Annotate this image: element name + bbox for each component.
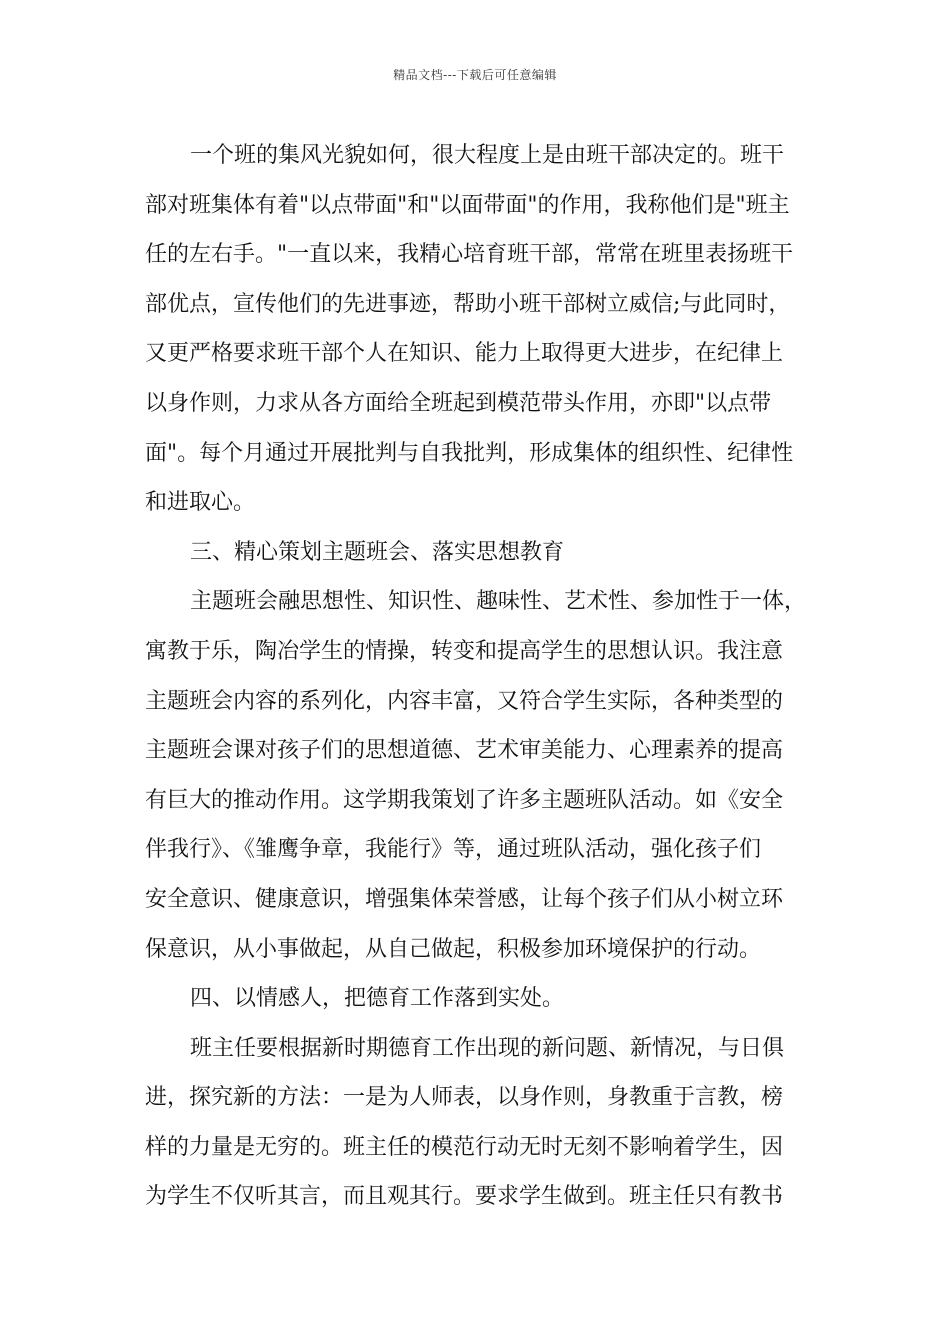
paragraph-line: 部优点，宣传他们的先进事迹，帮助小班干部树立威信;与此同时，	[145, 291, 791, 317]
paragraph-line: 部对班集体有着"以点带面"和"以面带面"的作用，我称他们是"班主	[145, 192, 790, 218]
paragraph-line: 样的力量是无穷的。班主任的模范行动无时无刻不影响着学生，因	[145, 1134, 784, 1160]
paragraph-line: 和进取心。	[145, 490, 256, 516]
paragraph-line: 伴我行》、《雏鹰争章，我能行》等，通过班队活动，强化孩子们	[145, 837, 762, 863]
paragraph-line: 主题班会课对孩子们的思想道德、艺术审美能力、心理素养的提高	[145, 738, 784, 764]
paragraph-line: 又更严格要求班干部个人在知识、能力上取得更大进步，在纪律上	[145, 341, 784, 367]
paragraph-line: 为学生不仅听其言，而且观其行。要求学生做到。班主任只有教书	[145, 1184, 784, 1210]
document-body	[145, 131, 813, 1222]
paragraph-line: 寓教于乐，陶冶学生的情操，转变和提高学生的思想认识。我注意	[145, 638, 784, 664]
paragraph-line: 进，探究新的方法：一是为人师表，以身作则，身教重于言教，榜	[145, 1085, 784, 1111]
paragraph-line: 一个班的集风光貌如何，很大程度上是由班干部决定的。班干	[190, 143, 785, 168]
paragraph-line: 面"。每个月通过开展批判与自我批判，形成集体的组织性、纪律性	[145, 440, 794, 466]
paragraph-line: 保意识，从小事做起，从自己做起，积极参加环境保护的行动。	[145, 936, 762, 962]
paragraph-line: 安全意识、健康意识，增强集体荣誉感，让每个孩子们从小树立环	[145, 886, 784, 912]
paragraph-line: 任的左右手。"一直以来，我精心培育班干部，常常在班里表扬班干	[145, 242, 794, 268]
page-header: 精品文档---下载后可任意编辑	[393, 68, 557, 82]
paragraph-line: 主题班会内容的系列化，内容丰富，又符合学生实际，各种类型的	[145, 688, 784, 714]
section-heading: 四、以情感人，把德育工作落到实处。	[190, 986, 565, 1012]
paragraph-line: 主题班会融思想性、知识性、趣味性、艺术性、参加性于一体，	[190, 589, 807, 615]
paragraph-line: 有巨大的推动作用。这学期我策划了许多主题班队活动。如《安全	[145, 787, 784, 813]
section-heading: 三、精心策划主题班会、落实思想教育	[190, 539, 565, 565]
paragraph-line: 以身作则，力求从各方面给全班起到模范带头作用，亦即"以点带	[145, 390, 772, 416]
paragraph-line: 班主任要根据新时期德育工作出现的新问题、新情况，与日俱	[190, 1035, 785, 1061]
